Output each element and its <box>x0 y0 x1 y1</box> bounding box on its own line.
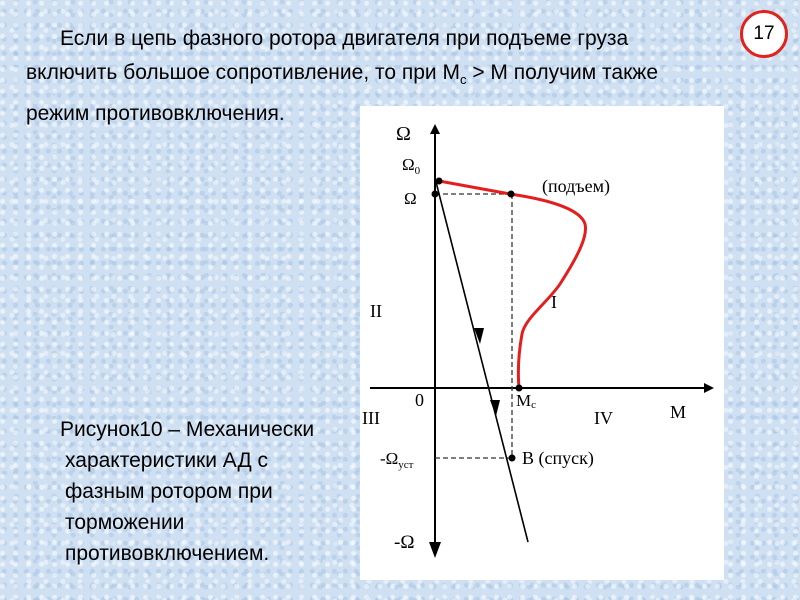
caption-line-3: фазным ротором при <box>65 480 273 503</box>
caption-line-5: противовключением. <box>65 542 270 565</box>
intro-line-2-subscript: с <box>460 72 467 88</box>
point-omega0 <box>436 178 443 185</box>
mechanical-characteristic-diagram <box>360 106 724 580</box>
omega-axis-bottom-arrow <box>429 542 441 558</box>
omega0-label: $\Omega_0$ <box>402 155 421 177</box>
quadrant-1-label: I <box>551 292 557 312</box>
intro-line-3: режим противовключения. <box>26 102 285 126</box>
intro-line-2-end: > М получим также <box>466 61 659 84</box>
descent-characteristic <box>436 182 528 542</box>
point-lift-operating <box>508 191 515 198</box>
omega-axis-label: Ω <box>396 123 411 145</box>
intro-line-2-start: включить большое сопротивление, то при М <box>26 61 460 84</box>
point-omega <box>432 191 439 198</box>
origin-label: 0 <box>415 390 424 410</box>
lift-label: (подъем) <box>542 176 610 196</box>
caption-line-4: торможении <box>65 511 185 534</box>
figure-caption <box>60 414 360 569</box>
quadrant-2-label: II <box>370 301 382 321</box>
intro-line-1: Если в цепь фазного ротора двигателя при подъеме груза <box>60 27 629 50</box>
page-number-badge: 17 <box>740 10 788 58</box>
caption-line-1: Рисунок10 – Механически <box>60 418 315 441</box>
diagram-svg <box>360 106 724 580</box>
point-descent <box>509 455 516 462</box>
neg-omega-ust-label: $-\Omega_{уст}$ <box>380 449 414 471</box>
m-axis-label: M <box>670 402 687 422</box>
neg-omega-label: -Ω <box>394 532 415 553</box>
intro-line-2 <box>26 56 746 97</box>
quadrant-4-label: IV <box>594 408 613 428</box>
descent-label: В (спуск) <box>522 448 594 468</box>
quadrant-3-label: III <box>362 408 380 428</box>
omega-label: Ω <box>404 189 417 208</box>
mc-label: Mc <box>516 391 537 411</box>
caption-line-2: характеристики АД с <box>65 449 269 472</box>
